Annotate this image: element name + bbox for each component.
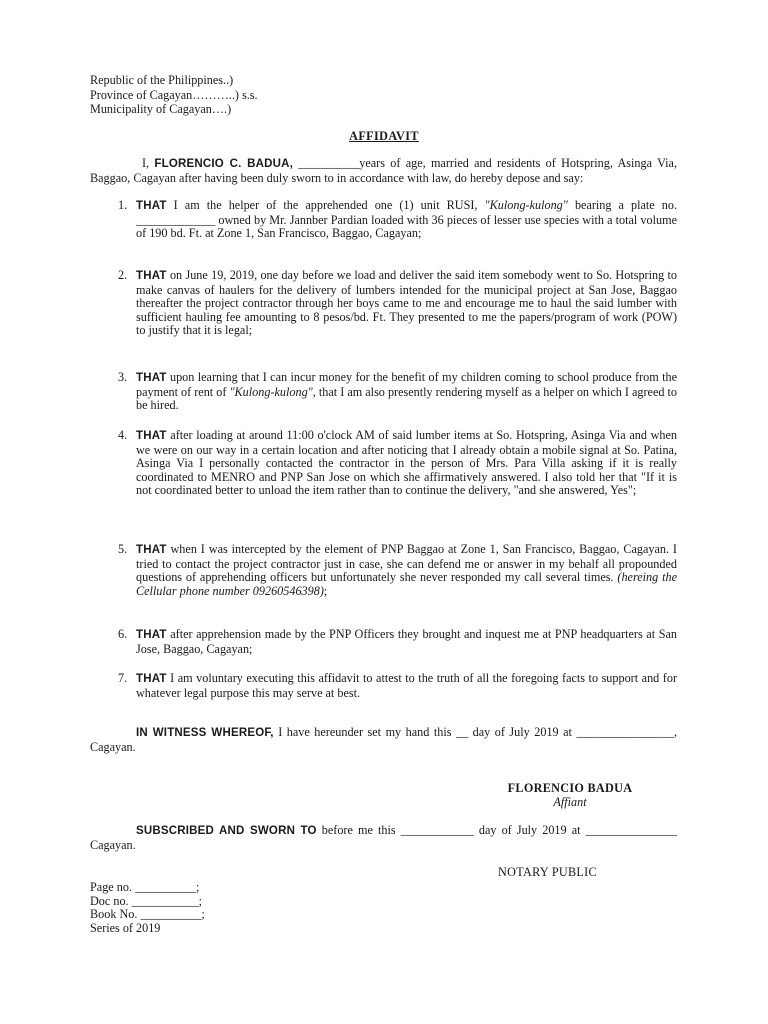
affiant-name: FLORENCIO C. BADUA, — [154, 158, 294, 170]
item-keyword: THAT — [136, 430, 167, 442]
item-keyword: THAT — [136, 673, 167, 685]
item-keyword: THAT — [136, 629, 167, 641]
jurat-keyword: SUBSCRIBED AND SWORN TO — [136, 825, 317, 837]
item-keyword: THAT — [136, 270, 167, 282]
header-province: Province of Cagayan………..) s.s. — [90, 87, 258, 102]
item-text: after apprehension made by the PNP Officers they brought and inquest me at PNP headquarters at San Jose, Baggao, Cagayan; — [136, 627, 677, 656]
header-municipality: Municipality of Cagayan….) — [90, 102, 232, 116]
jurat-paragraph — [90, 824, 677, 852]
item-text: after loading at around 11:00 o'clock AM of said lumber items at So. Hotspring, Asinga Via and when we were on our way in a certain location and after noticing that I already obtain a mobile signal at So. Patina, Asinga Via I personally contacted the contractor in the person of Mrs. Para Villa asking if it is really coordinated to MENRO and PNP San Jose on which she affirmatively answered. I also told her that "If it is not coordinated better to unload the item rather than to continue the delivery, "and she answered, Yes"; — [136, 428, 677, 498]
item-number: 2. — [118, 268, 128, 282]
statement-item-7 — [118, 671, 677, 700]
witness-text: I have hereunder set my hand this __ day of July 2019 at ________________, Cagayan. — [90, 725, 677, 754]
doc-number-field: Doc no. ___________; — [90, 893, 203, 908]
item-text-cont: that I am also presently rendering myself as a helper on which I agreed to be hired. — [136, 384, 678, 413]
series-field: Series of 2019 — [90, 920, 161, 935]
item-text: I am voluntary executing this affidavit to attest to the truth of all the foregoing facts to support and for whatever legal purpose this may serve at best. — [136, 671, 677, 700]
statement-item-5 — [118, 542, 677, 598]
signatory-role: Affiant — [553, 794, 587, 809]
page-number-field: Page no. __________; — [90, 880, 200, 894]
item-number: 7. — [118, 671, 128, 685]
item-text: on June 19, 2019, one day before we load and deliver the said item somebody went to So. Hotspring to make canvas of haulers for the delivery of lumbers intended for the municipal project at San Jose, Baggao thereafter the project contractor through her boys came to me and encourage me to haul the said lumber with sufficient hauling fee amounting to 8 pesos/bd. Ft. They presented to me the papers/program of work (POW) to justify that it is legal; — [136, 268, 677, 338]
item-keyword: THAT — [136, 372, 167, 384]
item-text-cont: ; — [323, 583, 328, 598]
statement-item-6 — [118, 627, 677, 656]
witness-keyword: IN WITNESS WHEREOF, — [136, 727, 274, 739]
item-text-cont: bearing a plate no. _____________ owned by Mr. Jannber Pardian loaded with 36 pieces of lesser use species with a total volume of 190 bd. Ft. at Zone 1, San Francisco, Baggao, Cagayan; — [136, 198, 678, 241]
statement-item-2 — [118, 268, 677, 338]
affiant-signature-block — [490, 782, 650, 809]
item-text: upon learning that I can incur money for the benefit of my children coming to school produce from the payment of rent of — [136, 370, 677, 399]
statement-item-4 — [118, 428, 677, 498]
statement-item-3 — [118, 370, 678, 413]
intro-text: __________years of age, married and residents of Hotspring, Asinga Via, Baggao, Cagayan after having been duly sworn to in accordance with law, do hereby depose and say: — [90, 156, 678, 185]
item-italic-text: "Kulong-kulong", — [229, 384, 316, 399]
intro-paragraph — [90, 157, 677, 185]
book-number-field: Book No. __________; — [90, 907, 205, 921]
intro-prefix: I, — [142, 156, 155, 170]
item-number: 5. — [118, 542, 128, 556]
item-italic-text: (hereing the Cellular phone number 09260546398) — [136, 570, 677, 598]
item-number: 3. — [118, 370, 128, 384]
item-number: 1. — [118, 198, 128, 212]
item-number: 6. — [118, 627, 128, 641]
item-text: I am the helper of the apprehended one (1) unit RUSI, — [166, 198, 485, 212]
item-number: 4. — [118, 428, 128, 442]
item-italic-text: "Kulong-kulong" — [484, 198, 568, 212]
document-title: AFFIDAVIT — [349, 129, 419, 143]
item-text: when I was intercepted by the element of PNP Baggao at Zone 1, San Francisco, Baggao, Cagayan. I tried to contact the project contractor just in case, she can defend me or answer in my behalf all propounded questions of apprehending officers but unfortunately she never responded my call several times. — [136, 542, 677, 585]
header-republic: Republic of the Philippines..) — [90, 73, 234, 87]
notarial-register — [90, 881, 205, 935]
statement-item-1 — [118, 198, 678, 241]
notary-public-label: NOTARY PUBLIC — [498, 865, 597, 879]
jurat-text: before me this ____________ day of July 2019 at _______________ Cagayan. — [90, 823, 677, 852]
item-keyword: THAT — [136, 544, 167, 556]
item-keyword: THAT — [136, 200, 167, 212]
witness-paragraph — [90, 726, 677, 754]
document-header — [90, 74, 258, 118]
signatory-name: FLORENCIO BADUA — [507, 781, 633, 795]
